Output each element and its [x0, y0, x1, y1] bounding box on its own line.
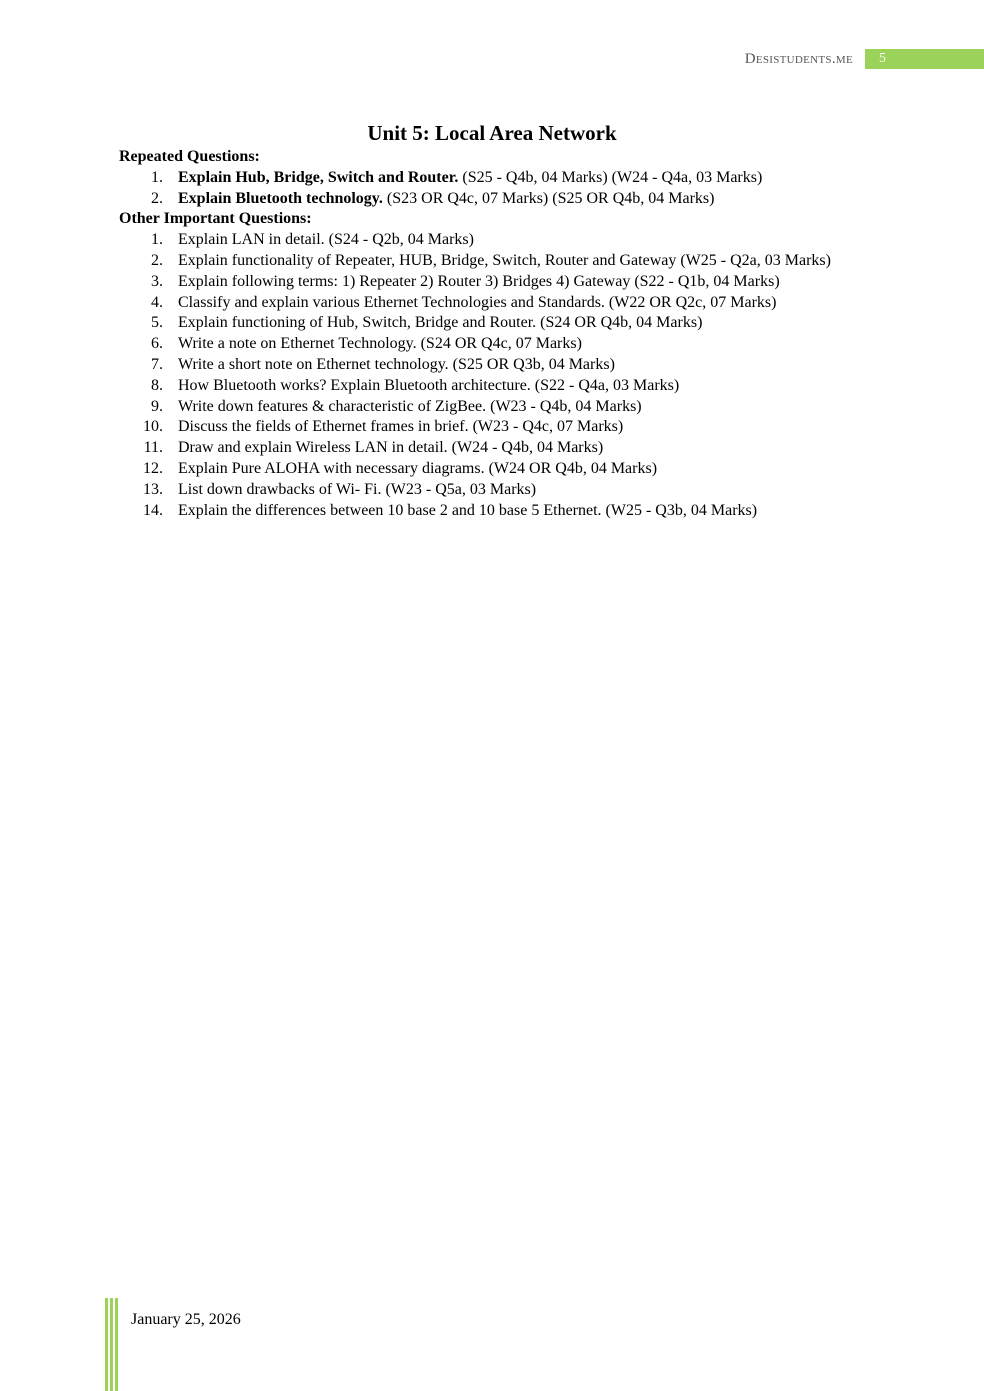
item-number: 12.	[143, 459, 163, 477]
item-number: 11.	[143, 439, 163, 457]
list-item	[119, 459, 879, 480]
repeated-heading: Repeated Questions:	[119, 148, 260, 165]
item-number: 13.	[143, 480, 163, 498]
item-rest: (S25 - Q4b, 04 Marks) (W24 - Q4a, 03 Marks)	[458, 168, 763, 186]
item-number: 4.	[151, 293, 163, 311]
item-number: 10.	[143, 418, 163, 436]
item-text: Draw and explain Wireless LAN in detail. (W24 - Q4b, 04 Marks)	[178, 439, 604, 457]
footer-date: January 25, 2026	[131, 1311, 241, 1328]
item-bold: Explain Hub, Bridge, Switch and Router.	[178, 168, 459, 186]
item-text	[178, 168, 879, 189]
item-bold: Explain Bluetooth technology.	[178, 189, 383, 207]
header-site-name: Desistudents.me	[744, 51, 853, 67]
other-list	[119, 230, 879, 521]
item-number: 1.	[151, 168, 163, 186]
list-item	[119, 272, 879, 293]
list-item	[119, 417, 879, 438]
item-text: Write a short note on Ethernet technology. (S25 OR Q3b, 04 Marks)	[178, 355, 615, 373]
list-item	[119, 376, 879, 397]
list-item	[119, 397, 879, 418]
item-rest: (S23 OR Q4c, 07 Marks) (S25 OR Q4b, 04 Marks)	[382, 189, 715, 207]
item-text: Explain Pure ALOHA with necessary diagrams. (W24 OR Q4b, 04 Marks)	[178, 459, 658, 477]
list-item	[119, 251, 879, 272]
list-item	[119, 480, 879, 501]
list-item	[119, 189, 879, 210]
item-text: How Bluetooth works? Explain Bluetooth architecture. (S22 - Q4a, 03 Marks)	[178, 376, 680, 394]
item-text: Discuss the fields of Ethernet frames in brief. (W23 - Q4c, 07 Marks)	[178, 418, 624, 436]
item-text: List down drawbacks of Wi- Fi. (W23 - Q5a, 03 Marks)	[178, 480, 537, 498]
question-content	[119, 147, 879, 521]
item-text: Classify and explain various Ethernet Technologies and Standards. (W22 OR Q2c, 07 Marks)	[178, 293, 777, 311]
item-number: 1.	[151, 231, 163, 249]
item-number: 7.	[151, 355, 163, 373]
item-number: 6.	[151, 335, 163, 353]
list-item	[119, 501, 879, 522]
item-number: 9.	[151, 397, 163, 415]
item-number: 5.	[151, 314, 163, 332]
other-heading: Other Important Questions:	[119, 210, 312, 228]
list-item	[119, 293, 879, 314]
item-text: Explain functioning of Hub, Switch, Bridge and Router. (S24 OR Q4b, 04 Marks)	[178, 314, 703, 332]
item-number: 8.	[151, 376, 163, 394]
list-item	[119, 355, 879, 376]
list-item	[119, 438, 879, 459]
item-text: Explain following terms: 1) Repeater 2) Router 3) Bridges 4) Gateway (S22 - Q1b, 04 Marks)	[178, 272, 780, 290]
footer-bar	[110, 1298, 113, 1391]
list-item	[119, 313, 879, 334]
item-number: 2.	[151, 189, 163, 207]
list-item	[119, 334, 879, 355]
item-text: Explain functionality of Repeater, HUB, Bridge, Switch, Router and Gateway (W25 - Q2a, 03 Marks)	[178, 251, 831, 269]
item-number: 2.	[151, 251, 163, 269]
repeated-list	[119, 168, 879, 210]
item-text: Explain LAN in detail. (S24 - Q2b, 04 Marks)	[178, 231, 474, 249]
page-title: Unit 5: Local Area Network	[367, 121, 617, 145]
list-item	[119, 168, 879, 189]
list-item	[119, 230, 879, 251]
footer-bar	[115, 1298, 118, 1391]
item-text: Write a note on Ethernet Technology. (S24 OR Q4c, 07 Marks)	[178, 335, 582, 353]
item-number: 14.	[143, 501, 163, 519]
item-number: 3.	[151, 272, 163, 290]
item-text	[178, 189, 879, 210]
footer-bar	[105, 1298, 108, 1391]
item-text: Write down features & characteristic of ZigBee. (W23 - Q4b, 04 Marks)	[178, 397, 642, 415]
item-text: Explain the differences between 10 base 2 and 10 base 5 Ethernet. (W25 - Q3b, 04 Marks)	[178, 501, 758, 519]
footer-decoration	[105, 1298, 119, 1391]
page-number: 5	[865, 49, 984, 69]
